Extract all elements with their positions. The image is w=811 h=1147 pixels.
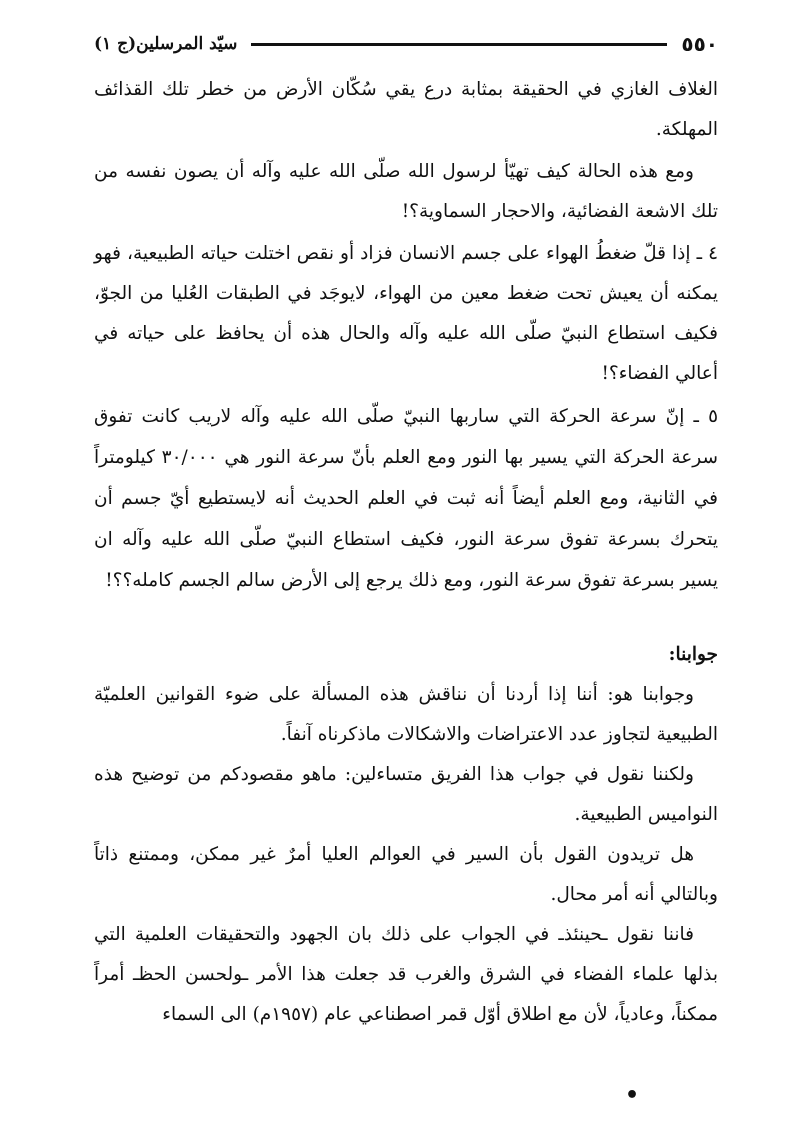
answer-paragraph: وجوابنا هو: أننا إذا أردنا أن نناقش هذه المسألة على ضوء القوانين العلميّة الطبيعية لتجاوز عدد الاعتراضات والاشكالات ماذكرناه آنفاً. <box>94 684 718 745</box>
answer-paragraph: فاننا نقول ـحينئذـ في الجواب على ذلك بان الجهود والتحقيقات العلمية التي بذلها علماء الفضاء في الشرق والغرب قد جعلت هذا الأمر ـولحسن الحظـ أمراً ممكناً، وعادياً، لأن مع اطلاق أوّل قمر اصطناعي عام (١٩٥٧م) الى السماء <box>94 924 718 1025</box>
paragraph-continuation: الغلاف الغازي في الحقيقة بمثابة درع يقي سُكّان الأرض من خطر تلك القذائف المهلكة. <box>94 79 718 140</box>
paragraph-point-5: ٥ ـ إنّ سرعة الحركة التي ساربها النبيّ صلّى الله عليه وآله لاريب كانت تفوق سرعة الحركة التي يسير بها النور ومع العلم بأنّ سرعة النور هي ٣٠/٠٠٠ كيلومتراً في الثانية، ومع العلم أيضاً أنه ثبت في العلم الحديث أنه لايستطيع أيّ جسم أن يتحرك بسرعة تفوق سرعة النور، فكيف استطاع النبيّ صلّى الله عليه وآله ان يسير بسرعة تفوق سرعة النور، ومع ذلك يرجع إلى الأرض سالم الجسم كامله؟؟! <box>94 406 718 591</box>
paragraph-question: ومع هذه الحالة كيف تهيّأ لرسول الله صلّى الله عليه وآله أن يصون نفسه من تلك الاشعة الفضائية، والاحجار السماوية؟! <box>94 161 718 222</box>
paragraph-point-4: ٤ ـ إذا قلّ ضغطُ الهواء على جسم الانسان فزاد أو نقص اختلت حياته الطبيعية، فهو يمكنه أن يعيش تحت ضغط معين من الهواء، لايوجَد في الطبقات العُليا من الجوّ، فكيف استطاع النبيّ صلّى الله عليه وآله والحال هذه أن يحافظ على حياته في أعالي الفضاء؟! <box>94 243 718 384</box>
answer-paragraph: ولكننا نقول في جواب هذا الفريق متساءلين: ماهو مقصودكم من توضيح هذه النواميس الطبيعية. <box>94 764 718 825</box>
section-gap <box>94 601 718 635</box>
page-end-mark: • <box>624 1083 640 1108</box>
header-rule <box>251 43 667 46</box>
page-number: ٥٥٠ <box>681 32 718 56</box>
answer-paragraph: هل تريدون القول بأن السير في العوالم العليا أمرٌ غير ممكن، وممتنع ذاتاً وبالتالي أنه أمر محال. <box>94 844 718 905</box>
page-body <box>94 70 718 1035</box>
answer-heading: جوابنا: <box>668 644 718 665</box>
page-header <box>94 26 718 62</box>
running-title: سيّد المرسلين(ج ١) <box>94 34 238 54</box>
